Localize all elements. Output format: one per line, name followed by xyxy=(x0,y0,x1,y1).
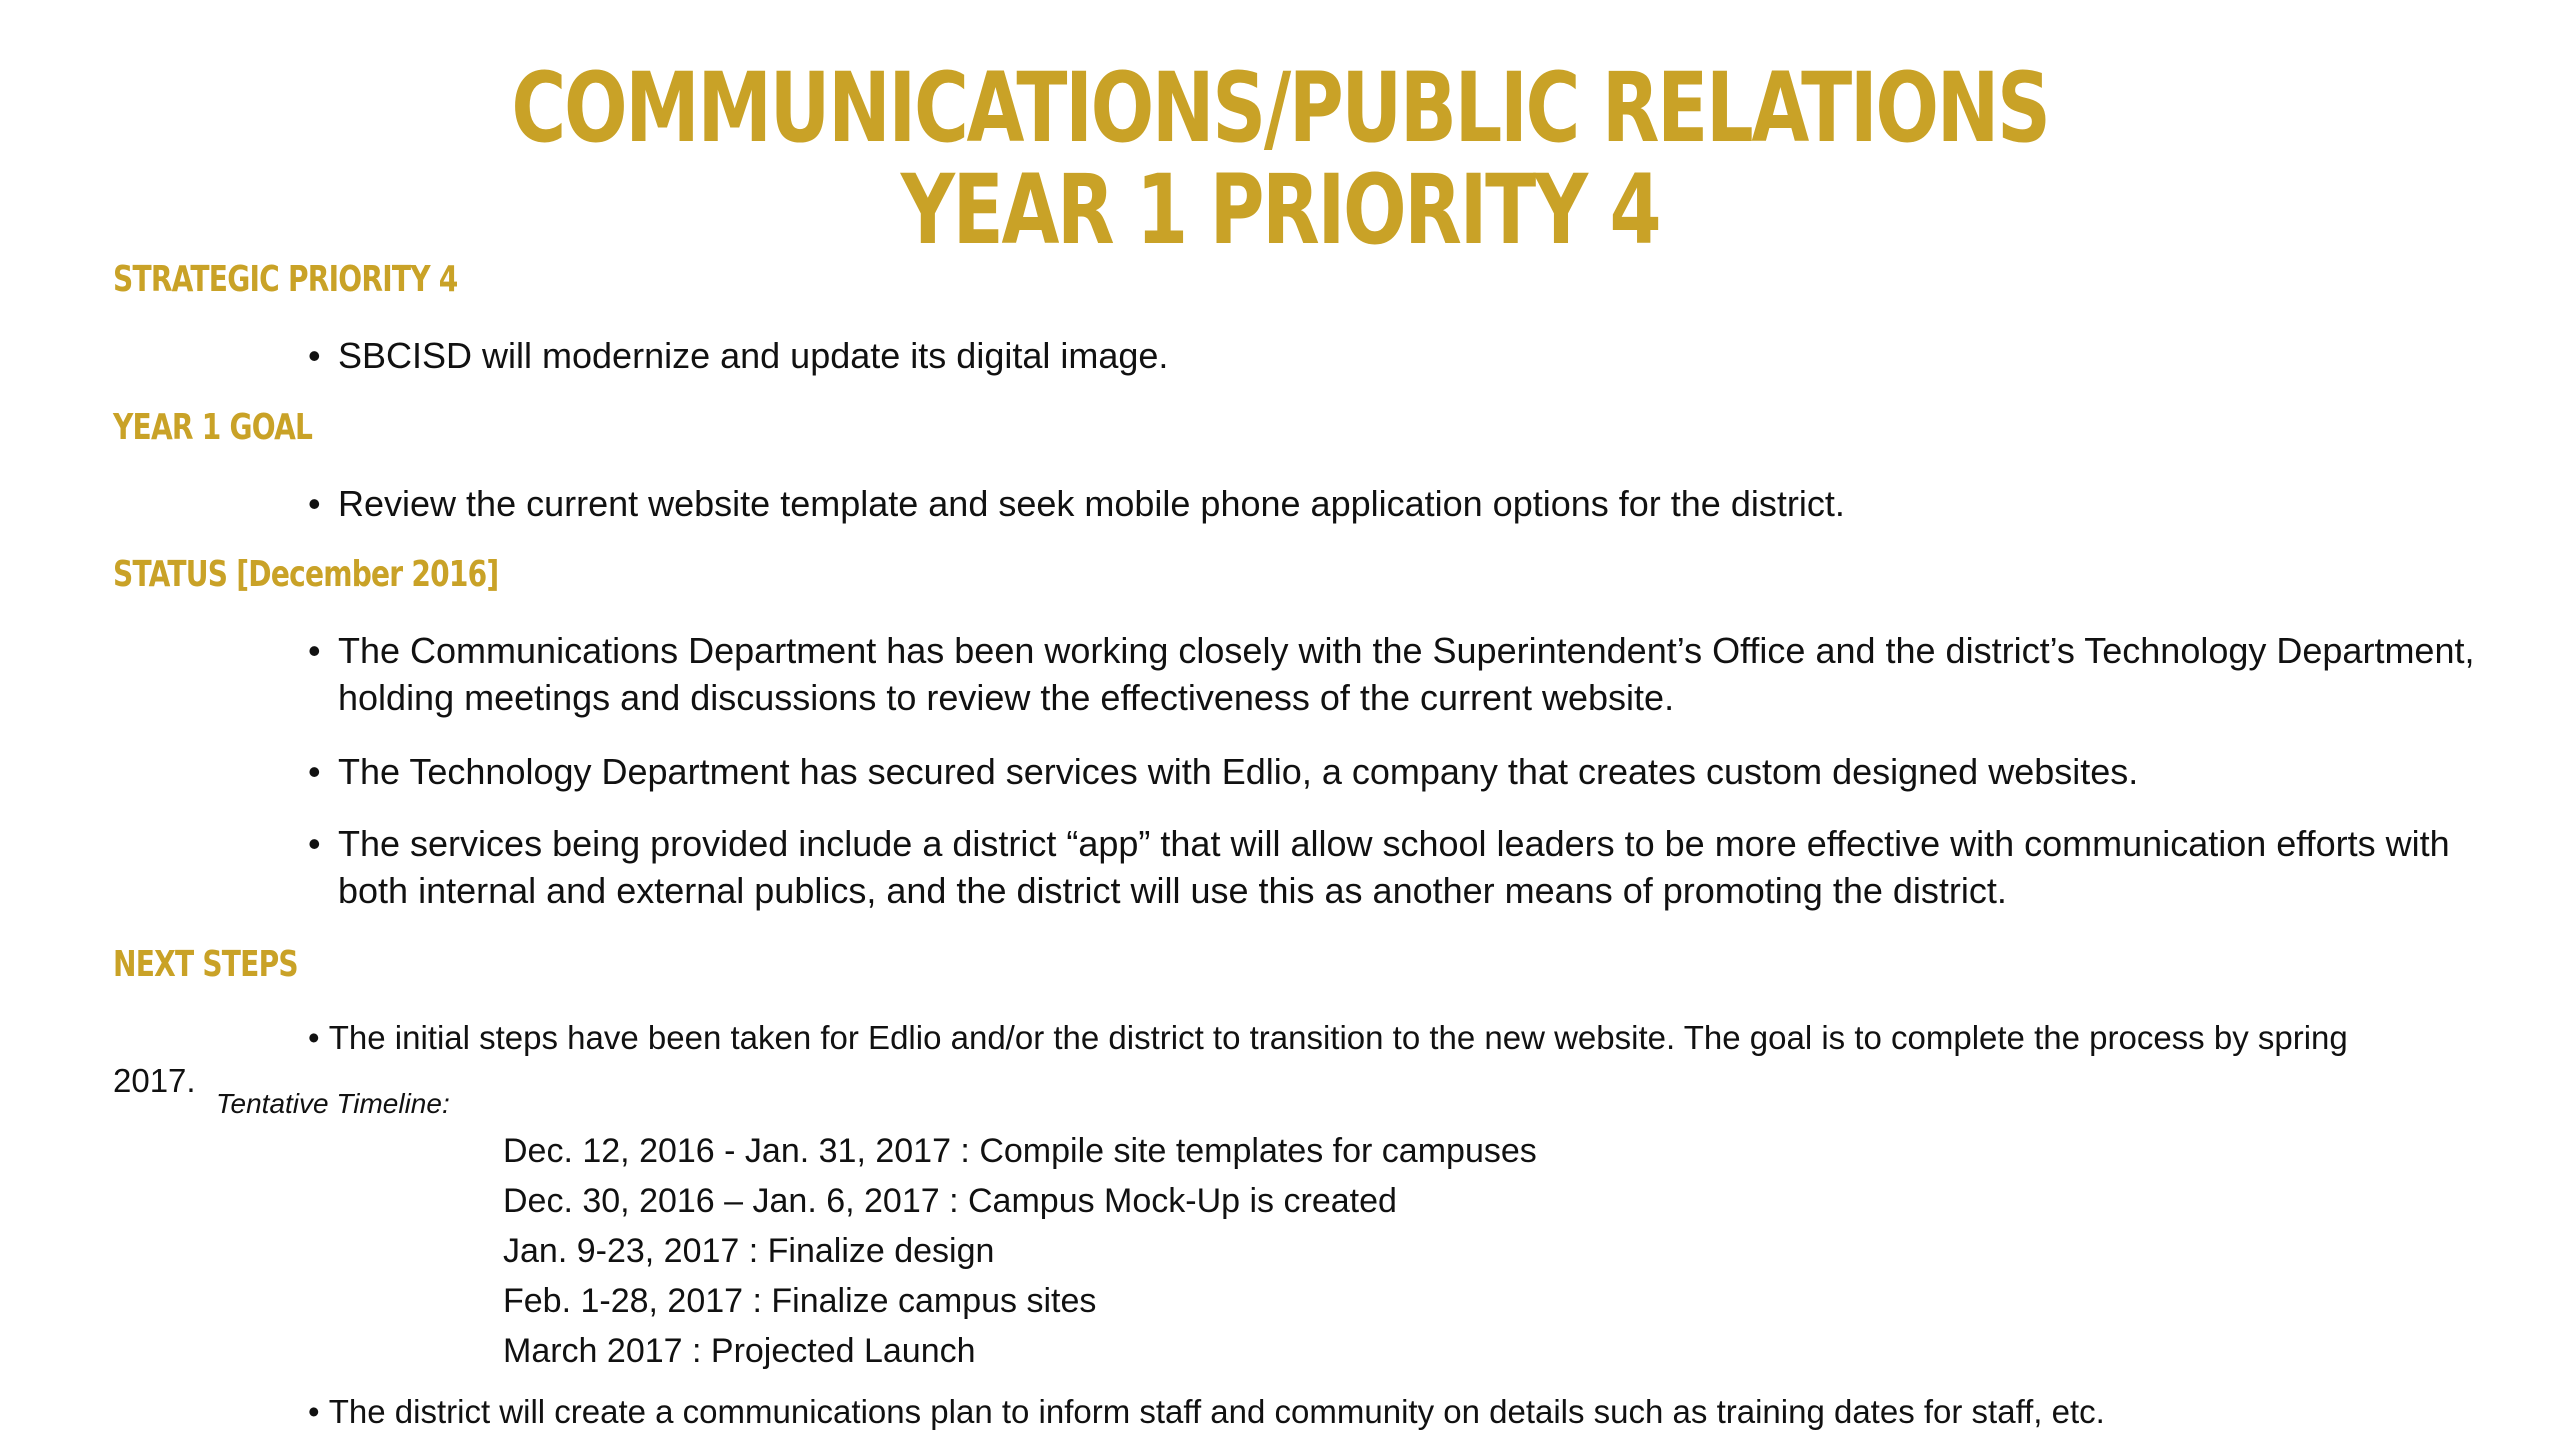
next-steps-bullet-2 xyxy=(308,1392,2105,1432)
bullet-dot: • xyxy=(308,1019,329,1056)
status-bullet-1 xyxy=(308,627,2488,721)
bullet-text: SBCISD will modernize and update its digital image. xyxy=(338,335,1169,376)
year1-goal-heading: YEAR 1 GOAL xyxy=(113,407,313,448)
timeline-item: March 2017 : Projected Launch xyxy=(503,1332,976,1370)
next-steps-bullet-1-line-2: 2017. xyxy=(113,1062,196,1099)
timeline-list xyxy=(503,1126,1537,1376)
status-bullet-2 xyxy=(308,748,2488,795)
next-steps-heading: NEXT STEPS xyxy=(113,944,298,985)
timeline-item: Jan. 9-23, 2017 : Finalize design xyxy=(503,1232,995,1270)
bullet-dot: • xyxy=(308,630,321,671)
strategic-priority-bullet xyxy=(308,332,2488,379)
slide-title-line-2: YEAR 1 PRIORITY 4 xyxy=(900,154,1660,266)
status-heading: STATUS [December 2016] xyxy=(113,554,499,595)
bullet-dot: • xyxy=(308,823,321,864)
timeline-item: Dec. 30, 2016 – Jan. 6, 2017 : Campus Mock-Up is created xyxy=(503,1182,1397,1220)
status-bullet-3 xyxy=(308,820,2488,914)
bullet-text: The Technology Department has secured services with Edlio, a company that creates custom designed websites. xyxy=(338,751,2139,792)
bullet-dot: • xyxy=(308,751,321,792)
timeline-item: Feb. 1-28, 2017 : Finalize campus sites xyxy=(503,1282,1097,1320)
bullet-text: The district will create a communications plan to inform staff and community on details such as training dates for staff, etc. xyxy=(328,1393,2105,1430)
bullet-dot: • xyxy=(308,335,321,376)
strategic-priority-heading: STRATEGIC PRIORITY 4 xyxy=(113,259,458,300)
bullet-text: The Communications Department has been working closely with the Superintendent’s Office and the district’s Technology Department, holding meetings and discussions to review the effectiveness of the current website. xyxy=(338,630,2475,718)
next-steps-bullet-1-line-1 xyxy=(308,1018,2348,1058)
slide-title-line-1: COMMUNICATIONS/PUBLIC RELATIONS xyxy=(511,52,2049,164)
timeline-item: Dec. 12, 2016 - Jan. 31, 2017 : Compile site templates for campuses xyxy=(503,1132,1537,1170)
year1-goal-bullet xyxy=(308,480,2488,527)
bullet-dot: • xyxy=(308,1393,329,1430)
timeline-label: Tentative Timeline: xyxy=(216,1088,450,1119)
bullet-dot: • xyxy=(308,483,321,524)
bullet-text: Review the current website template and seek mobile phone application options for the district. xyxy=(338,483,1845,524)
bullet-text: The services being provided include a district “app” that will allow school leaders to be more effective with communication efforts with both internal and external publics, and the district will use this as another means of promoting the district. xyxy=(338,823,2450,911)
bullet-text: The initial steps have been taken for Edlio and/or the district to transition to the new website. The goal is to complete the process by spring xyxy=(328,1019,2348,1056)
